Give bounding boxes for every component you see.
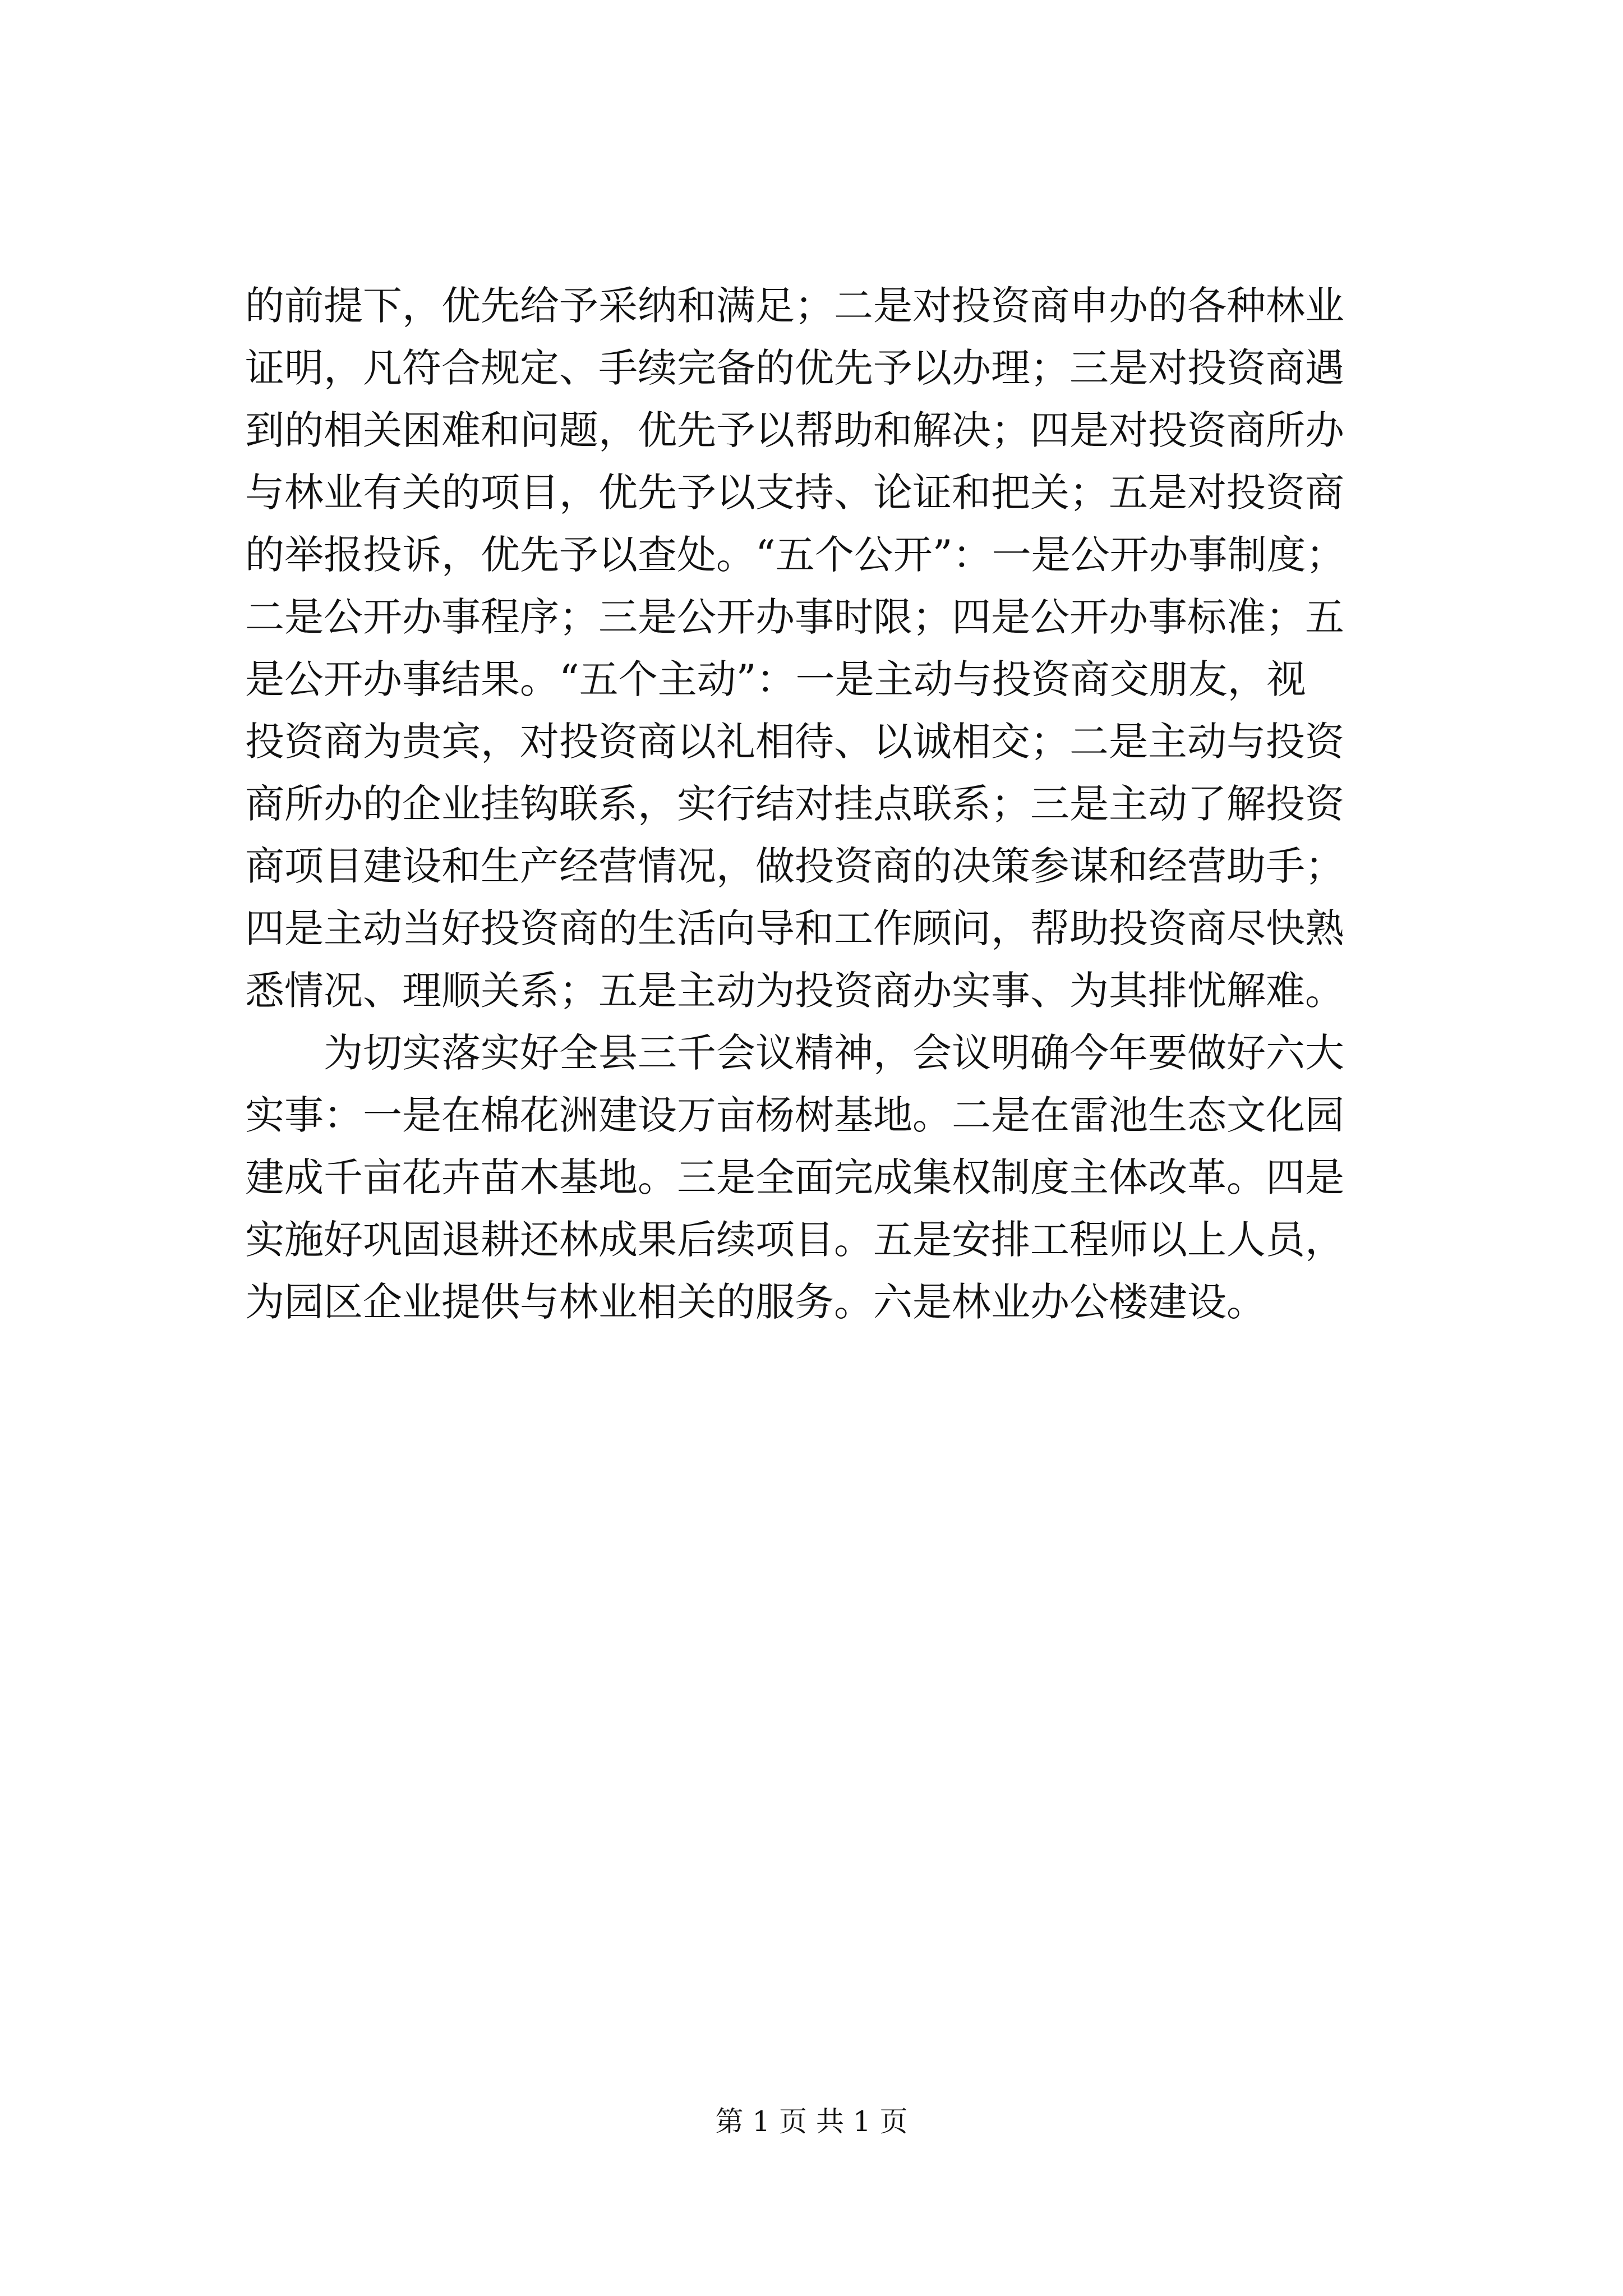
- text-line: 为切实落实好全县三千会议精神，会议明确今年要做好六大: [245, 1030, 1344, 1076]
- text-line: 悉情况、理顺关系；五是主动为投资商办实事、为其排忧解难。: [245, 968, 1344, 1014]
- text-line: 投资商为贵宾，对投资商以礼相待、以诚相交；二是主动与投资: [245, 719, 1344, 765]
- text-line: 的前提下，优先给予采纳和满足；二是对投资商申办的各种林业: [245, 283, 1344, 329]
- text-line: 实事：一是在棉花洲建设万亩杨树基地。二是在雷池生态文化园: [245, 1092, 1344, 1138]
- text-line: 四是主动当好投资商的生活向导和工作顾问，帮助投资商尽快熟: [245, 905, 1344, 951]
- text-line: 为园区企业提供与林业相关的服务。六是林业办公楼建设。: [245, 1279, 1266, 1325]
- text-line: 的举报投诉，优先予以查处。“五个公开”：一是公开办事制度；: [245, 532, 1345, 578]
- text-line: 证明，凡符合规定、手续完备的优先予以办理；三是对投资商遇: [245, 345, 1344, 391]
- text-line: 到的相关困难和问题，优先予以帮助和解决；四是对投资商所办: [245, 407, 1344, 453]
- text-line: 与林业有关的项目，优先予以支持、论证和把关；五是对投资商: [245, 470, 1344, 516]
- text-line: 商项目建设和生产经营情况，做投资商的决策参谋和经营助手；: [245, 843, 1344, 889]
- page-number-label: 第 1 页 共 1 页: [715, 2105, 908, 2138]
- text-line: 二是公开办事程序；三是公开办事时限；四是公开办事标准；五: [245, 594, 1344, 640]
- text-line: 商所办的企业挂钩联系，实行结对挂点联系；三是主动了解投资: [245, 781, 1344, 827]
- text-line: 实施好巩固退耕还林成果后续项目。五是安排工程师以上人员，: [245, 1217, 1344, 1263]
- text-line: 建成千亩花卉苗木基地。三是全面完成集权制度主体改革。四是: [245, 1154, 1344, 1200]
- text-line: 是公开办事结果。“五个主动”：一是主动与投资商交朋友，视: [245, 656, 1306, 702]
- page-footer: [0, 2102, 1623, 2141]
